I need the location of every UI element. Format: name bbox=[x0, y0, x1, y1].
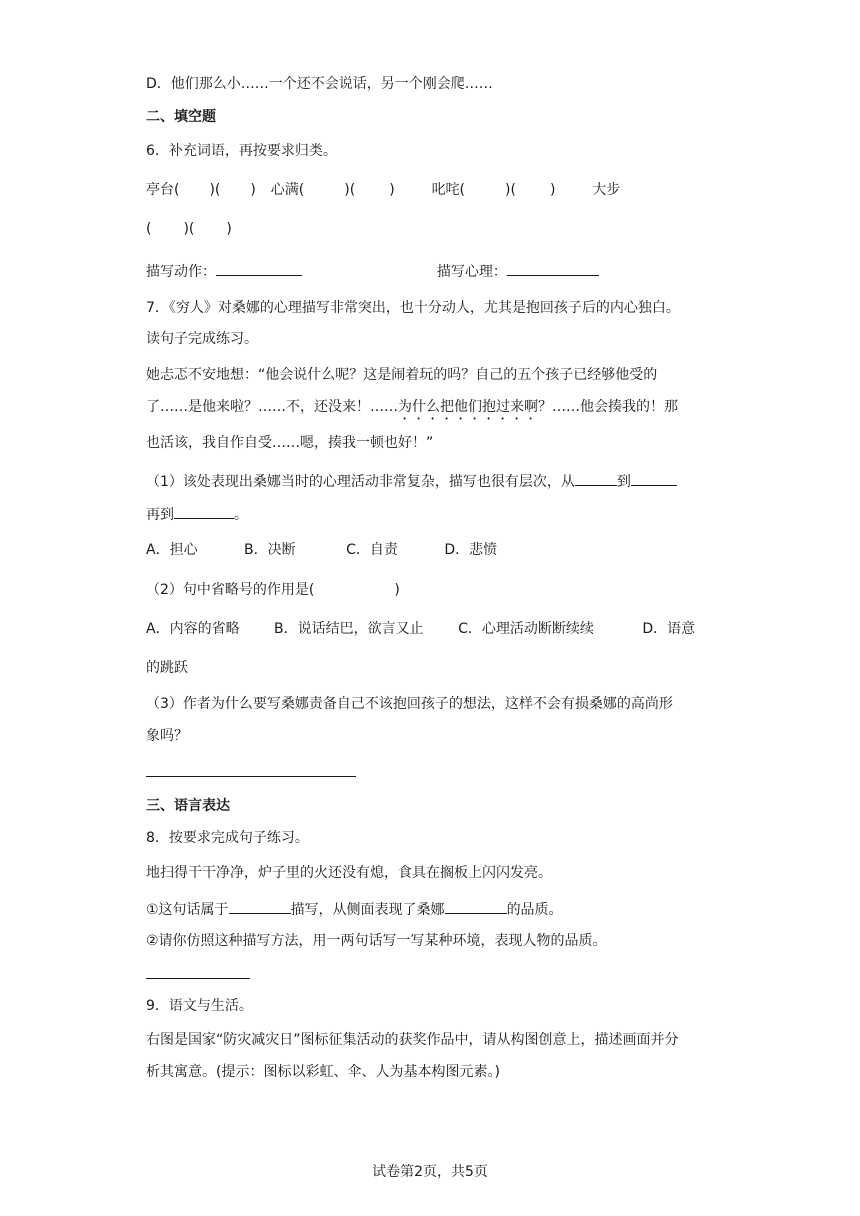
q7-sub1-option-b[interactable]: B．决断 bbox=[244, 542, 296, 558]
q6-mind-label: 描写心理： bbox=[436, 264, 507, 280]
q5-option-d: D．他们那么小……一个还不会说话，另一个刚会爬…… bbox=[146, 76, 493, 92]
q7-sub2-option-d-cont: 的跳跃 bbox=[146, 660, 188, 676]
section-title-expression: 三、语言表达 bbox=[146, 798, 230, 814]
q7-sub1-blank1[interactable] bbox=[575, 469, 617, 486]
q6-action-blank[interactable] bbox=[216, 259, 302, 276]
q7-sub1-line2: 再到 。 bbox=[146, 502, 248, 525]
q7-quote-line2: 了……是他来啦？……不，还没来！……为什么把他们抱过来啊？……他会揍我的！那 bbox=[146, 399, 678, 415]
q7-sub2-option-c[interactable]: C．心理活动断断续续 bbox=[458, 621, 594, 637]
q7-sub1-option-d[interactable]: D．悲愤 bbox=[444, 542, 498, 558]
q8-blank2[interactable] bbox=[445, 897, 507, 914]
q9-line2: 析其寓意。(提示：图标以彩虹、伞、人为基本构图元素。) bbox=[146, 1064, 500, 1080]
q6-stem: 6．补充词语，再按要求归类。 bbox=[146, 143, 337, 159]
q7-quote-line3: 也活该，我自作自受……嗯，揍我一顿也好！” bbox=[146, 435, 434, 451]
q8-stem: 8．按要求完成句子练习。 bbox=[146, 830, 309, 846]
q9-line1: 右图是国家“防灾减灾日”图标征集活动的获奖作品中，请从构图创意上，描述画面并分 bbox=[146, 1032, 679, 1048]
q8-blank1[interactable] bbox=[229, 897, 291, 914]
q6-classify-line bbox=[146, 259, 599, 282]
q7-quote-line1: 她忐忑不安地想：“他会说什么呢？这是闹着玩的吗？自己的五个孩子已经够他受的 bbox=[146, 367, 658, 383]
q6-word4: 大步 bbox=[592, 182, 621, 198]
q8-part2: ②请你仿照这种描写方法，用一两句话写一写某种环境，表现人物的品质。 bbox=[146, 933, 607, 949]
q7-sub1-blank2[interactable] bbox=[631, 469, 677, 486]
q7-sub2-options bbox=[146, 619, 695, 639]
q7-sub1-line1: （1）该处表现出桑娜当时的心理活动非常复杂，描写也很有层次，从 到 bbox=[146, 469, 677, 492]
q8-sentence: 地扫得干干净净，炉子里的火还没有熄，食具在搁板上闪闪发亮。 bbox=[146, 865, 552, 881]
q7-emphasized-text: 为什么把他们抱过来啊？ bbox=[398, 399, 552, 415]
q6-word1: 亭台( bbox=[146, 182, 180, 198]
q7-sub3-answer-line[interactable] bbox=[146, 776, 356, 777]
q7-stem-line2: 读句子完成练习。 bbox=[146, 331, 258, 347]
q7-sub1-option-c[interactable]: C．自责 bbox=[346, 542, 398, 558]
q7-sub1-option-a[interactable]: A．担心 bbox=[146, 542, 198, 558]
q6-words-line1: 亭台( )( ) 心满( )( ) 叱咤( )( ) 大步 bbox=[146, 182, 621, 198]
q6-action-label: 描写动作： bbox=[146, 264, 216, 280]
q8-part1: ①这句话属于 描写，从侧面表现了桑娜 的品质。 bbox=[146, 897, 563, 920]
page-footer: 试卷第2页，共5页 bbox=[372, 1164, 488, 1180]
q7-sub2-option-a[interactable]: A．内容的省略 bbox=[146, 621, 240, 637]
q6-word3: 叱咤( bbox=[431, 182, 466, 198]
q8-answer-line[interactable] bbox=[146, 978, 250, 979]
q9-stem: 9．语文与生活。 bbox=[146, 998, 253, 1014]
section-title-fill-in: 二、填空题 bbox=[146, 109, 216, 125]
q6-word2: 心满( bbox=[270, 182, 305, 198]
q7-sub3-line1: （3）作者为什么要写桑娜责备自己不该抱回孩子的想法，这样不会有损桑娜的高尚形 bbox=[146, 696, 673, 712]
q7-sub1-options bbox=[146, 540, 497, 560]
q7-sub1-blank3[interactable] bbox=[174, 502, 234, 519]
q6-mind-blank[interactable] bbox=[507, 259, 599, 276]
q6-words-line2: ( )( ) bbox=[146, 221, 232, 237]
q7-sub2-option-b[interactable]: B．说话结巴，欲言又止 bbox=[274, 621, 424, 637]
q7-sub3-line2: 象吗？ bbox=[146, 728, 188, 744]
q7-sub2-stem: （2）句中省略号的作用是( ) bbox=[146, 582, 400, 598]
q7-stem-line1: 7．《穷人》对桑娜的心理描写非常突出，也十分动人，尤其是抱回孩子后的内心独白。 bbox=[146, 300, 680, 316]
q7-sub2-option-d[interactable]: D．语意 bbox=[642, 621, 696, 637]
